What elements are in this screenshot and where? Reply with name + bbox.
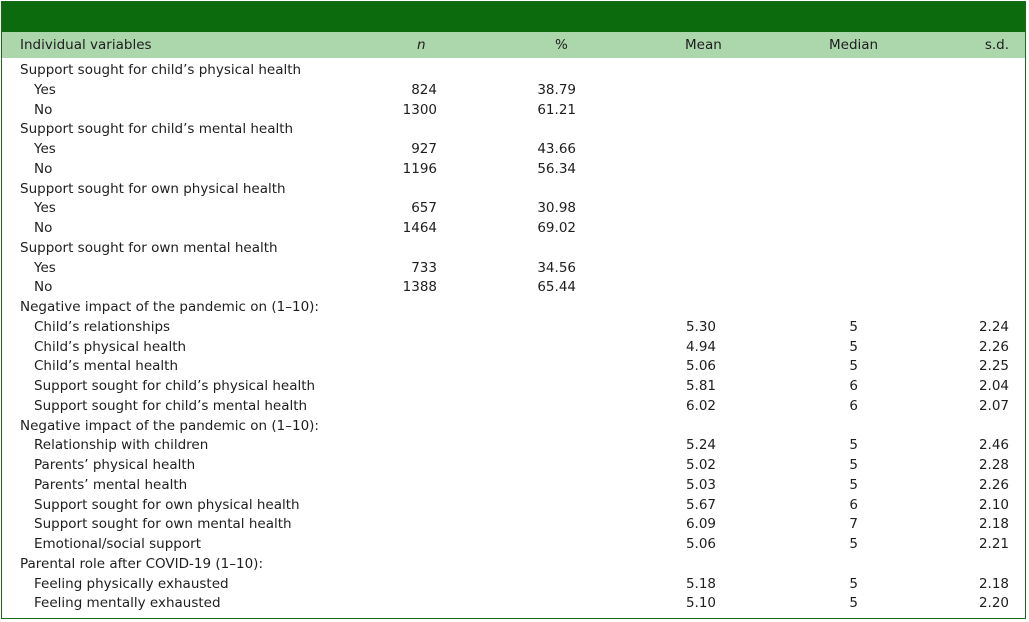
table-row [2, 139, 1025, 159]
cell-median: 5 [849, 457, 858, 473]
table-section-row [2, 238, 1025, 258]
row-label: Child’s physical health [34, 338, 187, 355]
cell-n: 1464 [402, 220, 437, 236]
section-label: Support sought for own mental health [20, 239, 278, 256]
row-label: Support sought for child’s mental health [34, 397, 308, 414]
table-row [2, 317, 1025, 337]
cell-median: 6 [849, 496, 858, 513]
cell-median: 5 [849, 595, 858, 612]
cell-sd: 2.28 [978, 457, 1009, 473]
cell-mean: 5.10 [685, 595, 716, 612]
cell-percent: 61.21 [537, 101, 576, 118]
table-section-row [2, 554, 1025, 574]
row-label: Feeling mentally exhausted [34, 595, 221, 612]
cell-n: 1300 [402, 101, 437, 118]
section-label: Support sought for own physical health [20, 180, 286, 197]
cell-n: 824 [411, 81, 437, 98]
section-label: Parental role after COVID-19 (1–10): [20, 555, 263, 572]
header-sd: s.d. [984, 37, 1009, 53]
row-label: No [34, 220, 53, 236]
row-label: Child’s mental health [34, 358, 179, 375]
row-label: Parents’ physical health [34, 457, 196, 473]
row-label: Emotional/social support [34, 536, 201, 552]
row-label: Support sought for own physical health [34, 496, 300, 513]
cell-median: 5 [849, 358, 858, 375]
header-percent: % [555, 37, 568, 53]
cell-n: 657 [411, 200, 437, 217]
table-header-row [2, 35, 1025, 55]
cell-n: 1196 [402, 160, 437, 177]
cell-median: 7 [849, 516, 858, 533]
table-row [2, 495, 1025, 515]
row-label: Yes [34, 81, 56, 98]
table-section-row [2, 60, 1025, 80]
row-label: No [34, 160, 53, 177]
row-label: Yes [34, 200, 56, 217]
table-section-row [2, 179, 1025, 199]
cell-median: 5 [849, 536, 858, 552]
cell-sd: 2.26 [978, 338, 1009, 355]
cell-percent: 56.34 [537, 160, 576, 177]
section-label: Negative impact of the pandemic on (1–10): [20, 417, 319, 434]
table-title-bar [2, 2, 1025, 32]
table-row [2, 337, 1025, 357]
row-label: Relationship with children [34, 437, 209, 454]
cell-percent: 30.98 [537, 200, 576, 217]
cell-sd: 2.20 [978, 595, 1009, 612]
cell-n: 1388 [402, 279, 437, 296]
cell-sd: 2.18 [978, 516, 1009, 533]
cell-n: 733 [411, 259, 437, 276]
cell-percent: 38.79 [537, 81, 576, 98]
row-label: Child’s relationships [34, 318, 171, 335]
table-row [2, 218, 1025, 238]
cell-mean: 5.03 [685, 476, 716, 493]
table-row [2, 80, 1025, 100]
table-section-row [2, 297, 1025, 317]
table-row [2, 198, 1025, 218]
cell-sd: 2.26 [978, 476, 1009, 493]
cell-mean: 5.02 [685, 457, 716, 473]
header-median: Median [829, 37, 879, 53]
cell-median: 6 [849, 378, 858, 394]
cell-median: 5 [849, 575, 858, 592]
cell-median: 5 [849, 437, 858, 454]
header-individual-variables: Individual variables [20, 37, 152, 53]
cell-mean: 5.24 [685, 437, 716, 454]
cell-sd: 2.25 [978, 358, 1009, 375]
cell-sd: 2.07 [978, 397, 1009, 414]
cell-median: 6 [849, 397, 858, 414]
cell-sd: 2.10 [978, 496, 1009, 513]
table-row [2, 593, 1025, 613]
table-row [2, 376, 1025, 396]
cell-sd: 2.24 [978, 318, 1009, 335]
table-row [2, 356, 1025, 376]
section-label: Support sought for child’s physical health [20, 62, 302, 78]
row-label: Yes [34, 141, 56, 157]
row-label: Feeling physically exhausted [34, 575, 229, 592]
row-label: Yes [34, 259, 56, 276]
cell-mean: 5.67 [685, 496, 716, 513]
table-row [2, 159, 1025, 179]
table-section-row [2, 416, 1025, 436]
row-label: No [34, 279, 53, 296]
cell-sd: 2.18 [978, 575, 1009, 592]
table-section-row [2, 119, 1025, 139]
cell-mean: 4.94 [685, 338, 716, 355]
cell-percent: 43.66 [537, 141, 576, 157]
table-frame [1, 1, 1026, 619]
row-label: Parents’ mental health [34, 476, 188, 493]
row-label: Support sought for own mental health [34, 516, 292, 533]
cell-percent: 69.02 [537, 220, 576, 236]
cell-sd: 2.04 [978, 378, 1009, 394]
cell-mean: 5.06 [685, 358, 716, 375]
section-label: Support sought for child’s mental health [20, 121, 294, 138]
table-row [2, 455, 1025, 475]
table-row [2, 435, 1025, 455]
cell-mean: 6.09 [685, 516, 716, 533]
table-row [2, 514, 1025, 534]
row-label: Support sought for child’s physical health [34, 378, 316, 394]
section-label: Negative impact of the pandemic on (1–10): [20, 299, 319, 315]
table-row [2, 258, 1025, 278]
table-row [2, 396, 1025, 416]
cell-mean: 5.81 [685, 378, 716, 394]
cell-median: 5 [849, 318, 858, 335]
cell-mean: 5.18 [685, 575, 716, 592]
cell-percent: 34.56 [537, 259, 576, 276]
cell-sd: 2.21 [978, 536, 1009, 552]
table-row [2, 574, 1025, 594]
header-mean: Mean [685, 37, 722, 53]
cell-median: 5 [849, 476, 858, 493]
row-label: No [34, 101, 53, 118]
cell-n: 927 [411, 141, 437, 157]
table-row [2, 277, 1025, 297]
cell-mean: 5.30 [685, 318, 716, 335]
cell-percent: 65.44 [537, 279, 576, 296]
cell-median: 5 [849, 338, 858, 355]
cell-mean: 6.02 [685, 397, 716, 414]
table-row [2, 100, 1025, 120]
header-n: n [417, 37, 426, 53]
table-row [2, 475, 1025, 495]
cell-mean: 5.06 [685, 536, 716, 552]
table-row [2, 534, 1025, 554]
cell-sd: 2.46 [978, 437, 1009, 454]
